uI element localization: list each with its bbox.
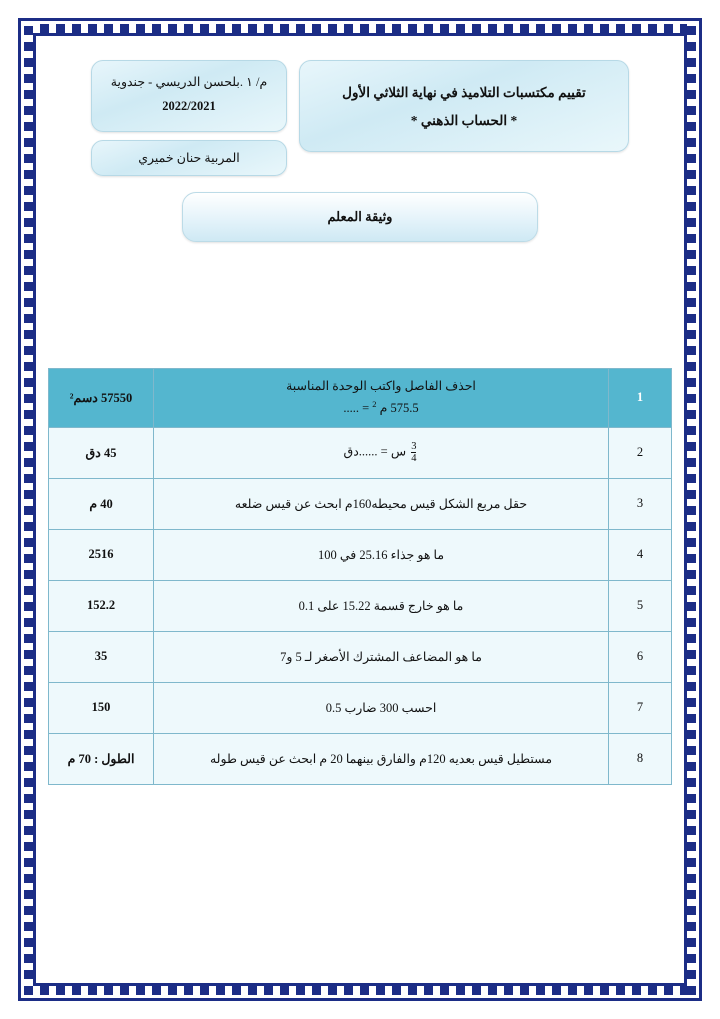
assessment-title-line2: * الحساب الذهني * — [410, 113, 518, 129]
questions-table-wrap — [48, 368, 672, 785]
row-number: 2 — [609, 427, 672, 478]
table-row — [49, 580, 672, 631]
table-row — [49, 478, 672, 529]
fraction-denominator: 4 — [411, 453, 417, 464]
table-row — [49, 631, 672, 682]
row-answer: 45 دق — [49, 427, 154, 478]
row-answer: 40 م — [49, 478, 154, 529]
questions-table — [48, 368, 672, 785]
row-answer: 150 — [49, 682, 154, 733]
table-row — [49, 529, 672, 580]
row-question-text: س = ......دق — [343, 444, 407, 459]
frame-dash-right — [687, 24, 696, 995]
row-answer: 35 — [49, 631, 154, 682]
document-label: وثيقة المعلم — [182, 192, 538, 242]
row-question-line2: 575.5 م $^2$ = ..... — [343, 398, 419, 416]
row-question: مستطيل قيس بعديه 120م والفارق بينهما 20 م ابحث عن قيس طوله — [154, 733, 609, 784]
teacher-name-box: المربية حنان خميري — [91, 140, 287, 176]
row-number: 3 — [609, 478, 672, 529]
row-question: ما هو جذاء 25.16 في 100 — [154, 529, 609, 580]
school-info-box — [91, 60, 287, 132]
row-question-line1: احذف الفاصل واكتب الوحدة المناسبة — [286, 379, 476, 394]
frame-dash-bottom — [24, 986, 696, 995]
row-question: احسب 300 ضارب 0.5 — [154, 682, 609, 733]
table-row — [49, 682, 672, 733]
page-content — [48, 42, 672, 977]
row-question: ما هو المضاعف المشترك الأصغر لـ 5 و7 — [154, 631, 609, 682]
school-info-column — [91, 60, 287, 176]
row-number: 1 — [609, 368, 672, 427]
assessment-title-box — [299, 60, 629, 152]
row-question: ما هو خارج قسمة 15.22 على 0.1 — [154, 580, 609, 631]
row-number: 6 — [609, 631, 672, 682]
row-number: 8 — [609, 733, 672, 784]
row-question — [154, 368, 609, 427]
document-label-wrap — [48, 192, 672, 242]
table-row — [49, 368, 672, 427]
table-row — [49, 733, 672, 784]
row-answer: 2516 — [49, 529, 154, 580]
fraction-three-quarters — [411, 441, 416, 464]
document-header — [48, 60, 672, 176]
row-question: حقل مربع الشكل قيس محيطه160م ابحث عن قيس ضلعه — [154, 478, 609, 529]
row-question — [154, 427, 609, 478]
frame-dash-left — [24, 24, 33, 995]
school-name: م/ ١ .بلحسن الدريسي - جندوية — [110, 75, 268, 89]
table-row — [49, 427, 672, 478]
row-answer: 152.2 — [49, 580, 154, 631]
assessment-title-line1: تقييم مكتسبات التلاميذ في نهاية الثلاثي الأول — [342, 85, 586, 100]
school-year: 2022/2021 — [162, 98, 216, 113]
frame-dash-top — [24, 24, 696, 33]
row-answer: 57550 دسم² — [49, 368, 154, 427]
row-number: 5 — [609, 580, 672, 631]
row-number: 4 — [609, 529, 672, 580]
fraction-numerator: 3 — [411, 440, 417, 452]
row-number: 7 — [609, 682, 672, 733]
row-answer: الطول : 70 م — [49, 733, 154, 784]
